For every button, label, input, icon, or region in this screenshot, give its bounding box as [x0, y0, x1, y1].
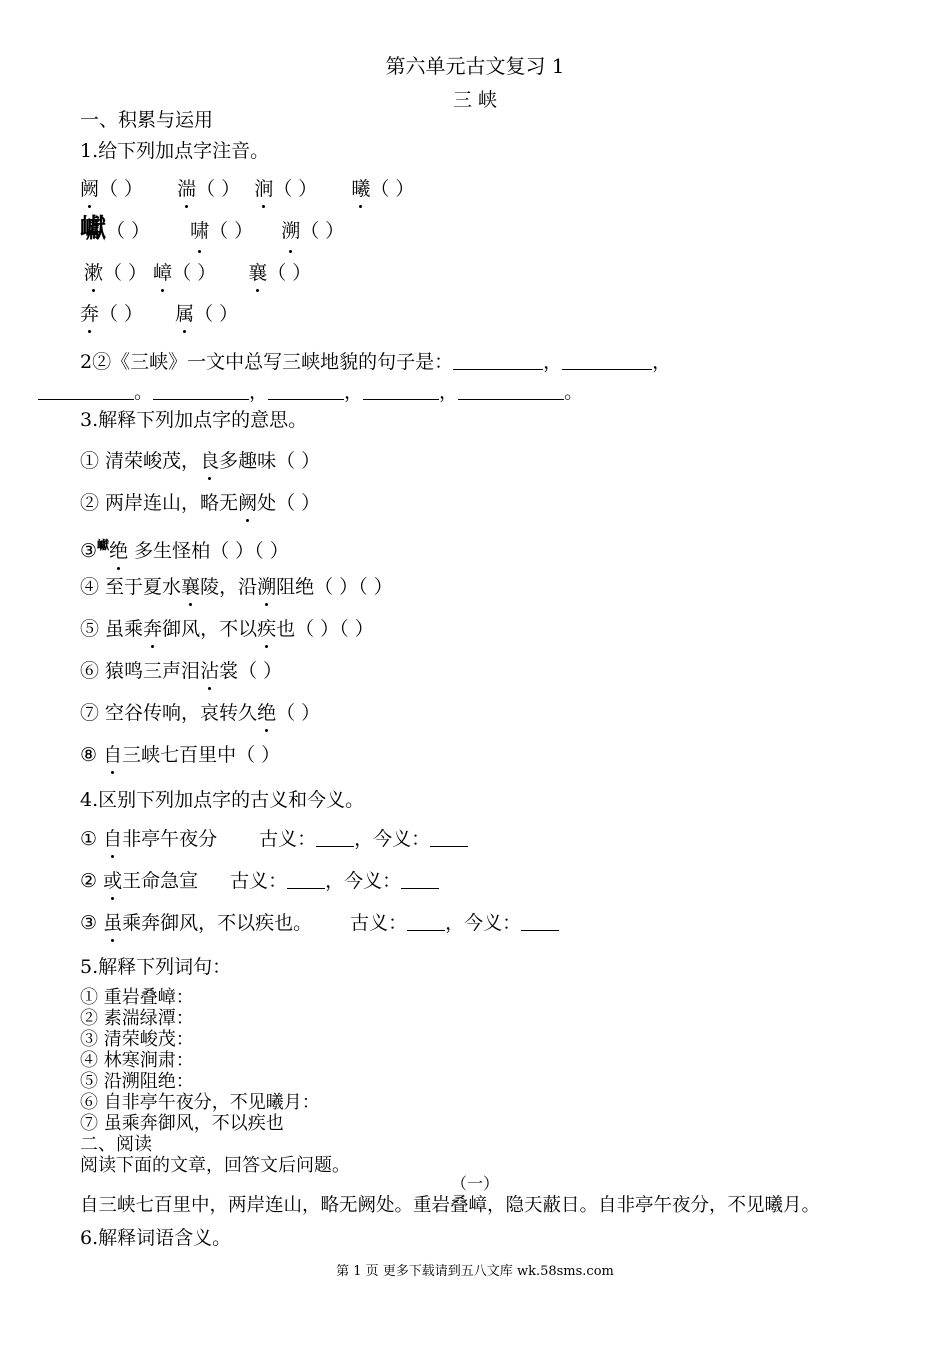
q2-line-2: 。 ， ， ， 。 [38, 380, 583, 404]
q1-char: 嶂 [153, 262, 173, 284]
answer-blank[interactable] [38, 381, 134, 400]
q1-char: 湍 [177, 178, 197, 200]
q5-item: ④ 林寒涧肃： [80, 1050, 194, 1071]
passage-text: 自三峡七百里中，两岸连山，略无阙处。重岩叠嶂，隐天蔽日。自非亭午夜分，不见曦月。 [80, 1195, 821, 1216]
answer-blank[interactable] [430, 828, 468, 847]
q6-prompt: 6.解释词语含义。 [80, 1227, 232, 1249]
q5-item: ⑤ 沿溯阻绝： [80, 1071, 194, 1092]
answer-blank[interactable] [521, 912, 559, 931]
q3-item: ⑧ 自三峡七百里中（ ） [80, 744, 281, 766]
q3-item: ① 清荣峻茂，良多趣味（ ） [80, 450, 321, 472]
section-1-heading: 一、积累与运用 [80, 109, 214, 131]
answer-blank[interactable] [453, 351, 543, 370]
answer-blank[interactable] [401, 870, 439, 889]
answer-blank[interactable] [458, 381, 564, 400]
q1-char: 属 [175, 303, 195, 325]
q5-item: ⑦ 虽乘奔御风，不以疾也 [80, 1113, 284, 1134]
q4-item: ① 自非亭午夜分 古义： ，今义： [80, 827, 468, 851]
q5-item: ③ 清荣峻茂： [80, 1029, 194, 1050]
q3-prompt: 3.解释下列加点字的意思。 [80, 409, 308, 431]
q3-item: ② 两岸连山，略无阙处（ ） [80, 492, 321, 514]
q4-prompt: 4.区别下列加点字的古义和今义。 [80, 789, 365, 811]
answer-blank[interactable] [287, 870, 325, 889]
answer-blank[interactable] [316, 828, 354, 847]
section-2-heading: 二、阅读 [80, 1134, 152, 1155]
q3-item: ⑤ 虽乘奔御风，不以疾也（ ）（ ） [80, 618, 374, 640]
page-title: 第六单元古文复习 1 [385, 54, 565, 78]
q1-char: 曦 [351, 178, 371, 200]
passage-label: （一） [450, 1174, 499, 1193]
q3-item: ③$^巘$绝 多生怪柏（ ）（ ） [80, 538, 289, 562]
answer-blank[interactable] [153, 381, 249, 400]
q1-row-1: 阙（ ） 湍（ ） 涧（ ） 曦（ ） [80, 178, 415, 200]
q5-item: ② 素湍绿潭： [80, 1008, 194, 1029]
q1-row-4: 奔（ ） 属（ ） [80, 303, 239, 325]
answer-blank[interactable] [562, 351, 652, 370]
q5-prompt: 5.解释下列词句： [80, 956, 232, 978]
q1-char: 啸 [190, 216, 209, 246]
q1-char: 涧 [254, 178, 274, 200]
page-subtitle: 三 峡 [452, 89, 498, 111]
q5-item: ⑥ 自非亭午夜分，不见曦月： [80, 1092, 320, 1113]
q3-item: ⑦ 空谷传响，哀转久绝（ ） [80, 702, 321, 724]
q5-item: ① 重岩叠嶂： [80, 987, 194, 1008]
q1-prompt: 1.给下列加点字注音。 [80, 140, 270, 162]
answer-blank[interactable] [363, 381, 439, 400]
q1-char: 溯 [281, 216, 300, 246]
q1-char: 阙 [80, 178, 100, 200]
q1-char: 巘 [80, 214, 107, 244]
answer-blank[interactable] [407, 912, 445, 931]
reading-prompt: 阅读下面的文章，回答文后问题。 [80, 1155, 350, 1176]
q1-char: 漱 [84, 262, 104, 284]
q1-char: 奔 [80, 303, 100, 325]
q2-line-1: 2②《三峡》一文中总写三峡地貌的句子是： ， ， [80, 351, 672, 373]
q3-item: ⑥ 猿鸣三声泪沾裳（ ） [80, 660, 283, 682]
q4-item: ③ 虽乘奔御风，不以疾也。 古义： ，今义： [80, 911, 559, 935]
q1-char: 襄 [248, 262, 268, 284]
page-footer: 第 1 页 更多下载请到五八文库 wk.58sms.com [336, 1264, 614, 1279]
q4-item: ② 或王命急宣 古义： ，今义： [80, 869, 439, 893]
q1-row-2: 巘（ ） 啸（ ） 溯（ ） [80, 214, 345, 244]
q1-row-3: 漱（ ） 嶂（ ） 襄（ ） [84, 262, 312, 284]
answer-blank[interactable] [268, 381, 344, 400]
q3-item: ④ 至于夏水襄陵，沿溯阻绝（ ）（ ） [80, 576, 393, 598]
